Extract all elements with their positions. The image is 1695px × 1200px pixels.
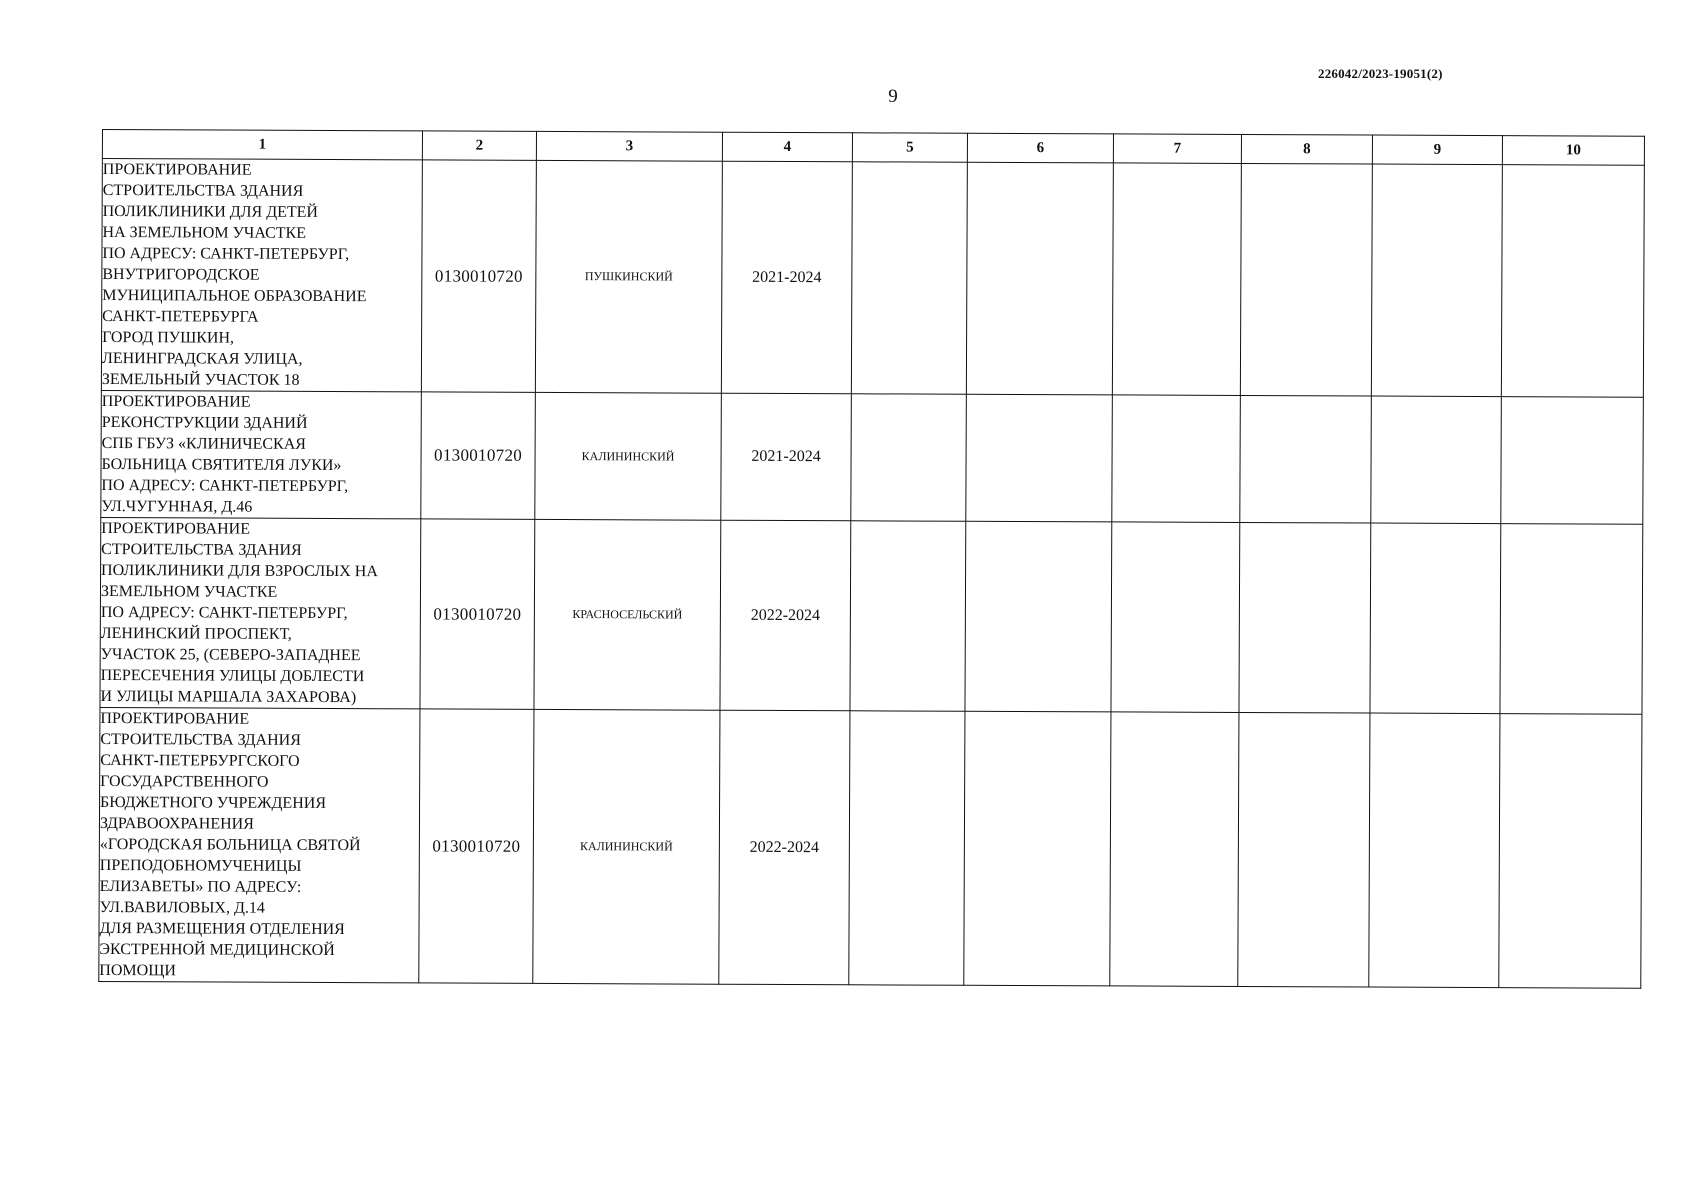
period-cell: 2021-2024 <box>721 161 852 394</box>
district-cell: КАЛИНИНСКИЙ <box>533 709 720 984</box>
empty-cell <box>1112 395 1241 523</box>
empty-cell <box>1112 163 1241 396</box>
table-row <box>99 707 1642 988</box>
column-header-7: 7 <box>1113 134 1241 164</box>
project-name-cell: ПРОЕКТИРОВАНИЕ СТРОИТЕЛЬСТВА ЗДАНИЯ ПОЛИКЛИНИКИ ДЛЯ ВЗРОСЛЫХ НА ЗЕМЕЛЬНОМ УЧАСТКЕ ПО АДРЕСУ: САНКТ-ПЕТЕРБУРГ, ЛЕНИНСКИЙ ПРОСПЕКТ, УЧАСТОК 25, (СЕВЕРО-ЗАПАДНЕЕ ПЕРЕСЕЧЕНИЯ УЛИЦЫ ДОБЛЕСТИ И УЛИЦЫ МАРШАЛА ЗАХАРОВА) <box>100 517 421 708</box>
empty-cell <box>1240 395 1372 523</box>
budget-code-cell: 0130010720 <box>421 160 536 392</box>
column-header-6: 6 <box>967 133 1113 163</box>
empty-cell <box>966 162 1113 395</box>
budget-code-cell: 0130010720 <box>421 392 536 519</box>
empty-cell <box>1239 522 1371 713</box>
empty-cell <box>851 394 967 522</box>
column-header-4: 4 <box>722 132 852 162</box>
empty-cell <box>1370 523 1501 714</box>
empty-cell <box>1238 712 1370 987</box>
projects-table <box>98 129 1645 989</box>
district-cell: КРАСНОСЕЛЬСКИЙ <box>534 519 721 710</box>
page-number: 9 <box>888 86 898 107</box>
empty-cell <box>851 162 967 394</box>
project-name-cell: ПРОЕКТИРОВАНИЕ РЕКОНСТРУКЦИИ ЗДАНИЙ СПБ ГБУЗ «КЛИНИЧЕСКАЯ БОЛЬНИЦА СВЯТИТЕЛЯ ЛУКИ» ПО АДРЕСУ: САНКТ-ПЕТЕРБУРГ, УЛ.ЧУГУННАЯ, Д.46 <box>101 390 422 518</box>
empty-cell <box>1501 397 1644 525</box>
column-header-2: 2 <box>422 131 536 160</box>
period-cell: 2021-2024 <box>721 393 852 521</box>
project-name-cell: ПРОЕКТИРОВАНИЕ СТРОИТЕЛЬСТВА ЗДАНИЯ ПОЛИКЛИНИКИ ДЛЯ ДЕТЕЙ НА ЗЕМЕЛЬНОМ УЧАСТКЕ ПО АДРЕСУ: САНКТ-ПЕТЕРБУРГ, ВНУТРИГОРОДСКОЕ МУНИЦИПАЛЬНОЕ ОБРАЗОВАНИЕ САНКТ-ПЕТЕРБУРГА ГОРОД ПУШКИН, ЛЕНИНГРАДСКАЯ УЛИЦА, ЗЕМЕЛЬНЫЙ УЧАСТОК 18 <box>101 159 422 392</box>
column-header-1: 1 <box>102 130 422 160</box>
document-registration-number: 226042/2023-19051(2) <box>1318 66 1443 81</box>
table-row <box>101 390 1644 524</box>
empty-cell <box>1499 714 1642 989</box>
empty-cell <box>1371 164 1502 397</box>
empty-cell <box>1111 522 1240 713</box>
column-header-10: 10 <box>1502 136 1644 166</box>
empty-cell <box>1371 396 1502 524</box>
district-cell: КАЛИНИНСКИЙ <box>535 392 722 520</box>
empty-cell <box>964 711 1111 986</box>
budget-code-cell: 0130010720 <box>420 519 535 709</box>
district-cell: ПУШКИНСКИЙ <box>535 160 722 393</box>
empty-cell <box>1500 524 1643 715</box>
period-cell: 2022-2024 <box>719 710 850 985</box>
column-header-5: 5 <box>852 133 967 163</box>
column-header-9: 9 <box>1372 135 1502 165</box>
table-row <box>100 517 1643 714</box>
budget-code-cell: 0130010720 <box>419 709 534 983</box>
column-header-3: 3 <box>536 131 722 161</box>
empty-cell <box>1240 163 1372 396</box>
project-name-cell: ПРОЕКТИРОВАНИЕ СТРОИТЕЛЬСТВА ЗДАНИЯ САНКТ-ПЕТЕРБУРГСКОГО ГОСУДАРСТВЕННОГО БЮДЖЕТНОГО УЧРЕЖДЕНИЯ ЗДРАВООХРАНЕНИЯ «ГОРОДСКАЯ БОЛЬНИЦА СВЯТОЙ ПРЕПОДОБНОМУЧЕНИЦЫ ЕЛИЗАВЕТЫ» ПО АДРЕСУ: УЛ.ВАВИЛОВЫХ, Д.14 ДЛЯ РАЗМЕЩЕНИЯ ОТДЕЛЕНИЯ ЭКСТРЕННОЙ МЕДИЦИНСКОЙ ПОМОЩИ <box>99 707 420 982</box>
empty-cell <box>1110 712 1239 987</box>
empty-cell <box>1501 165 1644 398</box>
empty-cell <box>965 521 1112 712</box>
table-row <box>101 159 1644 398</box>
period-cell: 2022-2024 <box>720 520 851 711</box>
empty-cell <box>849 711 965 985</box>
empty-cell <box>1369 713 1500 988</box>
empty-cell <box>850 521 966 712</box>
column-header-8: 8 <box>1241 134 1372 164</box>
empty-cell <box>966 394 1113 522</box>
